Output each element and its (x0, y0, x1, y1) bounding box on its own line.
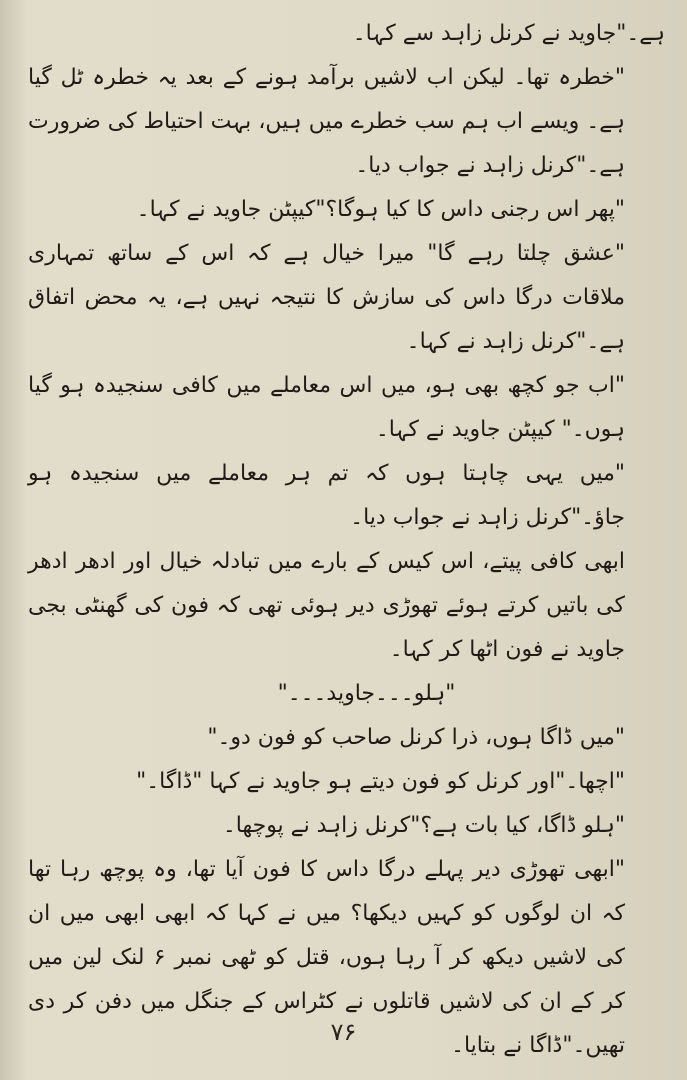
page-text (28, 12, 665, 1068)
paragraph: "عشق چلتا رہے گا" میرا خیال ہے کہ اس کے ساتھ تمہاری ملاقات درگا داس کی سازش کا نتیجہ نہیں ہے، یہ محض اتفاق ہے۔"کرنل زاہد نے کہا۔ (28, 241, 625, 354)
paragraph: "میں یہی چاہتا ہوں کہ تم ہر معاملے میں سنجیدہ ہو جاؤ۔"کرنل زاہد نے جواب دیا۔ (28, 461, 625, 530)
paragraph: ہے۔"جاوید نے کرنل زاہد سے کہا۔ (352, 21, 665, 46)
paragraph: ابھی کافی پیتے، اس کیس کے بارے میں تبادلہ خیال اور ادھر ادھر کی باتیں کرتے ہوئے تھوڑی دیر ہوئی تھی کہ فون کی گھنٹی بجی جاوید نے فون اٹھا کر کہا۔ (28, 549, 625, 662)
paragraph: "میں ڈاگا ہوں، ذرا کرنل صاحب کو فون دو۔" (207, 725, 625, 750)
paragraph: "ہلو ڈاگا، کیا بات ہے؟"کرنل زاہد نے پوچھا۔ (222, 813, 625, 838)
paragraph: "ہلو۔۔۔جاوید۔۔۔" (277, 681, 456, 706)
paragraph: "پھر اس رجنی داس کا کیا ہوگا؟"کیپٹن جاوید نے کہا۔ (136, 197, 625, 222)
paragraph: "ابھی تھوڑی دیر پہلے درگا داس کا فون آیا تھا، وہ پوچھ رہا تھا کہ ان لوگوں کو کہیں دیکھا؟ میں نے کہا کہ ابھی ابھی میں ان کی لاشیں دیکھ کر آ رہا ہوں، قتل کو ٹھی نمبر ۶ لنک لین میں کر کے ان کی لاشیں قاتلوں نے کٹراس کے جنگل میں دفن کر دی تھیں۔"ڈاگا نے بتایا۔ (28, 857, 625, 1058)
page-number: ۷۶ (330, 1018, 357, 1046)
paragraph: "اچھا۔"اور کرنل کو فون دیتے ہو جاوید نے کہا "ڈاگا۔" (136, 769, 625, 794)
paragraph: "خطرہ تھا۔ لیکن اب لاشیں برآمد ہونے کے بعد یہ خطرہ ٹل گیا ہے۔ ویسے اب ہم سب خطرے میں ہیں، بہت احتیاط کی ضرورت ہے۔"کرنل زاہد نے جواب دیا۔ (28, 65, 625, 178)
paragraph: "اب جو کچھ بھی ہو، میں اس معاملے میں کافی سنجیدہ ہو گیا ہوں۔" کیپٹن جاوید نے کہا۔ (28, 373, 625, 442)
